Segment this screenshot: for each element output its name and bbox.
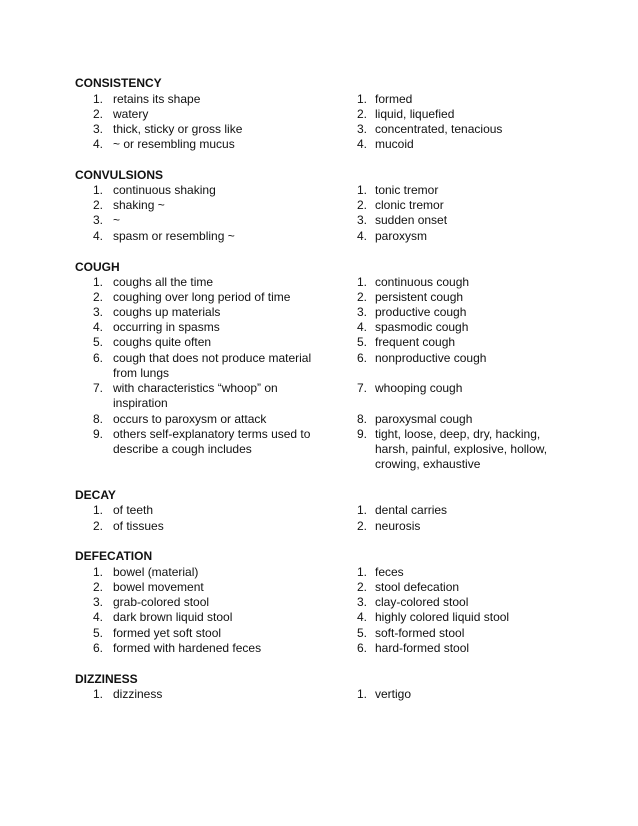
left-number: 7.	[93, 381, 104, 395]
left-number: 3.	[93, 213, 104, 227]
right-term: neurosis	[375, 519, 421, 533]
right-number: 2.	[357, 290, 368, 304]
right-number: 2.	[357, 198, 368, 212]
left-term: retains its shape	[113, 92, 201, 106]
left-term: ~	[113, 213, 121, 227]
left-term: coughing over long period of time	[113, 290, 291, 304]
left-number: 5.	[93, 335, 104, 349]
left-term: ~ or resembling mucus	[113, 137, 235, 151]
right-number: 6.	[357, 641, 368, 655]
left-term: dizziness	[113, 687, 163, 701]
left-term: watery	[113, 107, 149, 121]
right-term: concentrated, tenacious	[375, 122, 503, 136]
left-number: 4.	[93, 229, 104, 243]
left-term: continuous shaking	[113, 183, 216, 197]
left-number: 2.	[93, 290, 104, 304]
right-term: highly colored liquid stool	[375, 610, 510, 624]
left-number: 6.	[93, 351, 104, 365]
left-number: 9.	[93, 427, 104, 441]
right-number: 8.	[357, 412, 368, 426]
section-heading: DECAY	[75, 488, 116, 502]
right-number: 4.	[357, 610, 368, 624]
right-term: hard-formed stool	[375, 641, 470, 655]
right-term: stool defecation	[375, 580, 460, 594]
left-number: 2.	[93, 580, 104, 594]
left-number: 1.	[93, 275, 104, 289]
left-number: 5.	[93, 626, 104, 640]
left-term: dark brown liquid stool	[113, 610, 233, 624]
left-term: with characteristics “whoop” on inspiration	[113, 381, 278, 410]
right-term: soft-formed stool	[375, 626, 465, 640]
left-number: 4.	[93, 137, 104, 151]
right-number: 2.	[357, 107, 368, 121]
right-number: 1.	[357, 275, 368, 289]
right-number: 2.	[357, 580, 368, 594]
left-term: occurs to paroxysm or attack	[113, 412, 267, 426]
left-number: 3.	[93, 122, 104, 136]
right-term: paroxysm	[375, 229, 428, 243]
left-term: thick, sticky or gross like	[113, 122, 243, 136]
right-number: 3.	[357, 213, 368, 227]
right-term: feces	[375, 565, 404, 579]
left-term: coughs up materials	[113, 305, 221, 319]
left-term: of teeth	[113, 503, 154, 517]
left-term: coughs all the time	[113, 275, 214, 289]
right-number: 7.	[357, 381, 368, 395]
right-term: vertigo	[375, 687, 412, 701]
right-number: 3.	[357, 595, 368, 609]
left-number: 1.	[93, 565, 104, 579]
section-heading: CONVULSIONS	[75, 168, 164, 182]
section-heading: DIZZINESS	[75, 672, 138, 686]
left-term: bowel movement	[113, 580, 204, 594]
right-term: nonproductive cough	[375, 351, 487, 365]
left-term: formed with hardened feces	[113, 641, 262, 655]
left-number: 8.	[93, 412, 104, 426]
right-number: 1.	[357, 687, 368, 701]
section-heading: CONSISTENCY	[75, 76, 162, 90]
left-term: spasm or resembling ~	[113, 229, 235, 243]
left-term: bowel (material)	[113, 565, 199, 579]
right-term: dental carries	[375, 503, 448, 517]
right-term: clonic tremor	[375, 198, 444, 212]
right-term: tonic tremor	[375, 183, 439, 197]
right-term: formed	[375, 92, 413, 106]
right-number: 1.	[357, 183, 368, 197]
right-term: mucoid	[375, 137, 414, 151]
right-term: whooping cough	[375, 381, 463, 395]
right-number: 5.	[357, 626, 368, 640]
left-number: 2.	[93, 198, 104, 212]
left-term: occurring in spasms	[113, 320, 220, 334]
right-number: 5.	[357, 335, 368, 349]
right-term: spasmodic cough	[375, 320, 469, 334]
right-number: 4.	[357, 320, 368, 334]
left-number: 2.	[93, 107, 104, 121]
left-number: 3.	[93, 595, 104, 609]
right-number: 6.	[357, 351, 368, 365]
section-heading: COUGH	[75, 260, 120, 274]
right-term: persistent cough	[375, 290, 464, 304]
left-term: of tissues	[113, 519, 164, 533]
right-term: sudden onset	[375, 213, 448, 227]
left-term: grab-colored stool	[113, 595, 210, 609]
right-term: liquid, liquefied	[375, 107, 455, 121]
right-term: clay-colored stool	[375, 595, 469, 609]
section-heading: DEFECATION	[75, 549, 153, 563]
right-number: 9.	[357, 427, 368, 441]
right-number: 1.	[357, 565, 368, 579]
right-number: 1.	[357, 503, 368, 517]
left-number: 4.	[93, 610, 104, 624]
right-term: productive cough	[375, 305, 467, 319]
left-term: formed yet soft stool	[113, 626, 222, 640]
left-term: coughs quite often	[113, 335, 212, 349]
left-number: 2.	[93, 519, 104, 533]
right-term: frequent cough	[375, 335, 456, 349]
left-term: shaking ~	[113, 198, 165, 212]
right-term: paroxysmal cough	[375, 412, 473, 426]
left-number: 1.	[93, 503, 104, 517]
right-number: 1.	[357, 92, 368, 106]
left-number: 1.	[93, 92, 104, 106]
right-term: continuous cough	[375, 275, 470, 289]
left-term: cough that does not produce material from lungs	[113, 351, 312, 380]
left-number: 3.	[93, 305, 104, 319]
left-number: 4.	[93, 320, 104, 334]
right-number: 3.	[357, 122, 368, 136]
left-number: 1.	[93, 183, 104, 197]
left-number: 6.	[93, 641, 104, 655]
left-term: others self-explanatory terms used to describe a cough includes	[113, 427, 311, 456]
right-number: 4.	[357, 137, 368, 151]
right-number: 2.	[357, 519, 368, 533]
left-number: 1.	[93, 687, 104, 701]
right-number: 4.	[357, 229, 368, 243]
right-term: tight, loose, deep, dry, hacking, harsh, painful, explosive, hollow, crowing, exhaustive	[375, 427, 548, 471]
right-number: 3.	[357, 305, 368, 319]
